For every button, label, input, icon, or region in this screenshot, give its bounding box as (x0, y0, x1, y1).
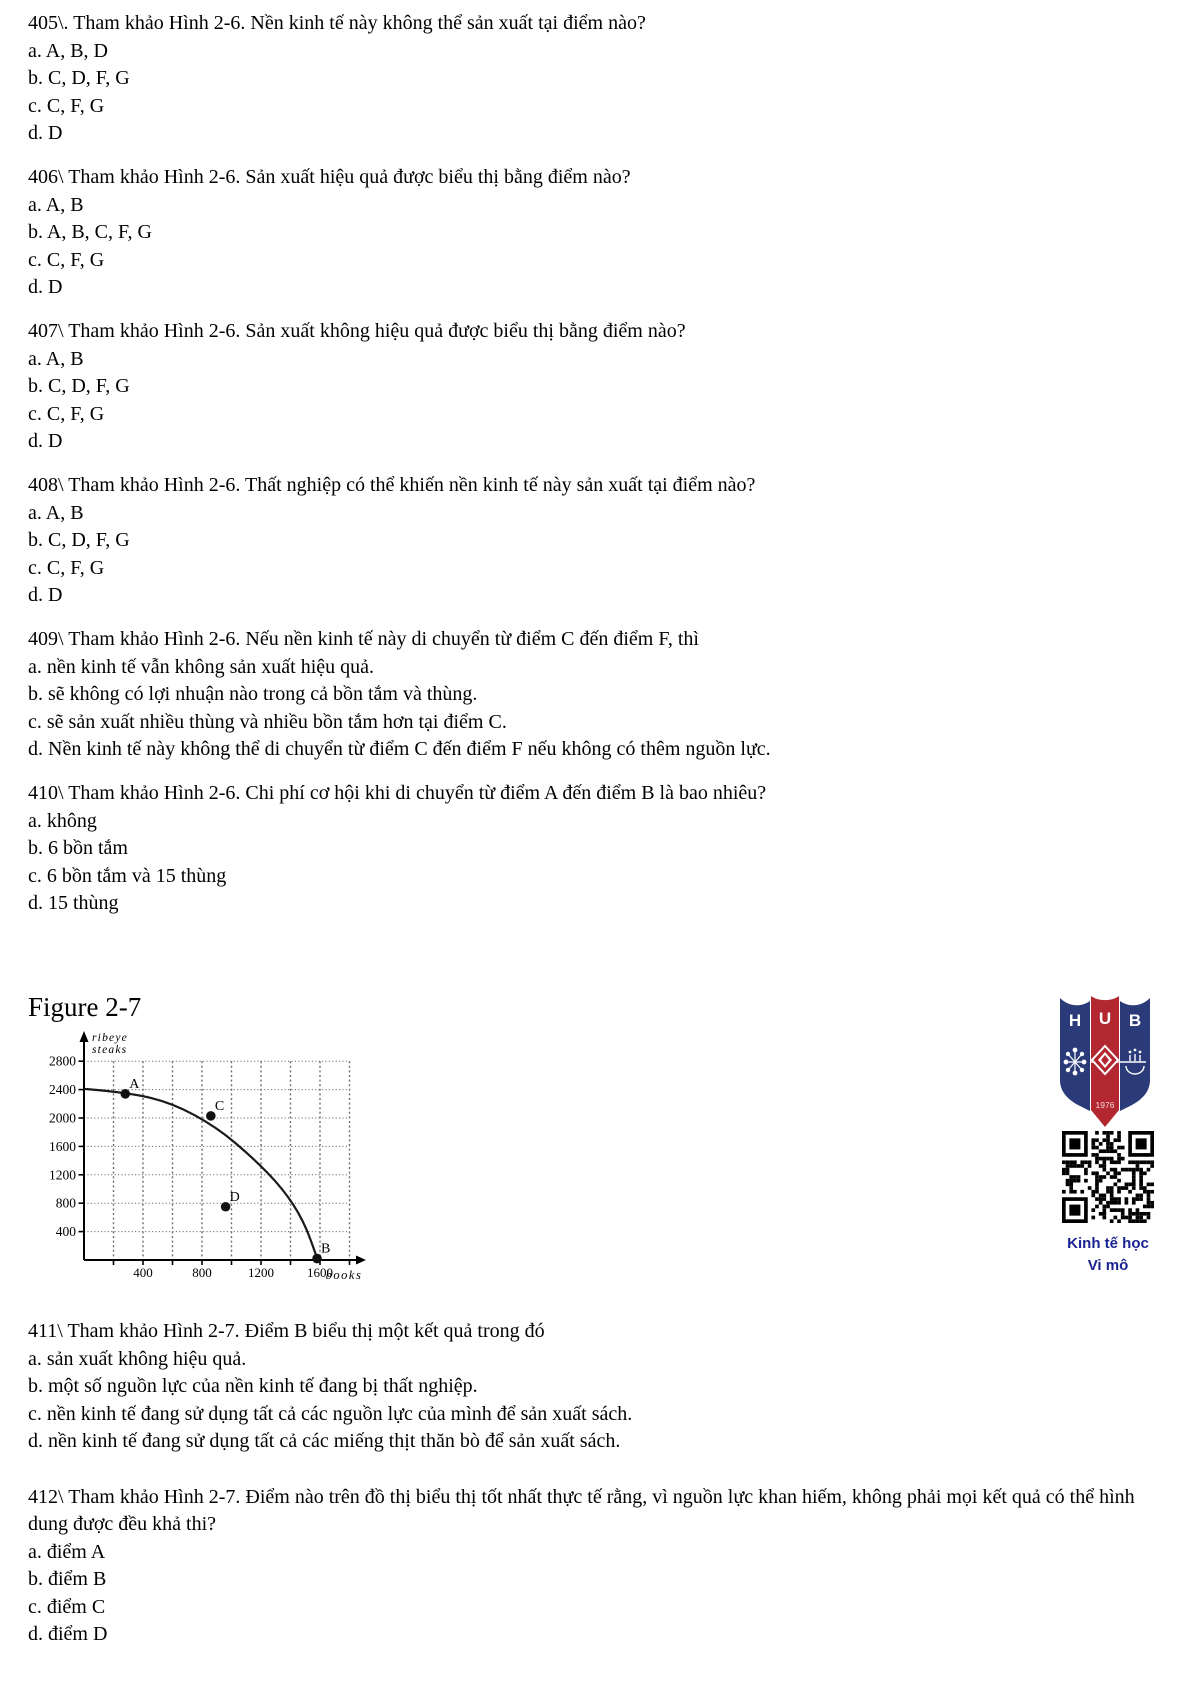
qr-module (1069, 1183, 1073, 1187)
question-406 (28, 164, 1168, 302)
qr-module (1066, 1171, 1070, 1175)
qr-module (1077, 1179, 1081, 1183)
question-option: d. D (28, 276, 63, 298)
qr-module (1062, 1190, 1066, 1194)
qr-module (1121, 1146, 1125, 1150)
qr-module (1128, 1183, 1132, 1187)
qr-module (1073, 1160, 1077, 1164)
qr-module (1139, 1186, 1143, 1190)
qr-module (1099, 1212, 1103, 1216)
question-option: d. nền kinh tế đang sử dụng tất cả các miếng thịt thăn bò để sản xuất sách. (28, 1430, 621, 1452)
qr-module (1095, 1146, 1099, 1150)
logo-year: 1976 (1095, 1100, 1115, 1110)
qr-module (1136, 1168, 1140, 1172)
question-option: a. điểm A (28, 1540, 106, 1563)
qr-module (1069, 1186, 1073, 1190)
qr-module (1073, 1179, 1077, 1183)
hub-logo (1058, 988, 1152, 1130)
qr-module (1106, 1205, 1110, 1209)
qr-module (1099, 1201, 1103, 1205)
qr-module (1128, 1212, 1132, 1216)
qr-module (1091, 1190, 1095, 1194)
qr-module (1128, 1208, 1132, 1212)
qr-module (1102, 1208, 1106, 1212)
qr-module (1091, 1153, 1095, 1157)
qr-module (1117, 1186, 1121, 1190)
qr-module (1106, 1138, 1110, 1142)
qr-module (1077, 1164, 1081, 1168)
qr-module (1143, 1205, 1147, 1209)
qr-module (1099, 1164, 1103, 1168)
question-option: a. không (28, 809, 97, 832)
qr-module (1099, 1149, 1103, 1153)
qr-module (1139, 1216, 1143, 1220)
qr-module (1110, 1160, 1114, 1164)
qr-module (1095, 1179, 1099, 1183)
question-text: 410\ Tham khảo Hình 2-6. Chi phí cơ hội khi di chuyển từ điểm A đến điểm B là bao nhiêu? (28, 782, 767, 804)
qr-module (1114, 1183, 1118, 1187)
qr-module (1080, 1164, 1084, 1168)
qr-module (1132, 1175, 1136, 1179)
x-axis-arrow (356, 1256, 366, 1265)
qr-module (1066, 1179, 1070, 1183)
qr-module (1110, 1201, 1114, 1205)
question-option: b. A, B, C, F, G (28, 221, 152, 243)
qr-module (1117, 1197, 1121, 1201)
y-tick-label: 400 (55, 1224, 76, 1240)
question-option: a. nền kinh tế vẫn không sản xuất hiệu quả. (28, 655, 375, 678)
qr-module (1132, 1219, 1136, 1223)
qr-module (1106, 1142, 1110, 1146)
qr-module (1091, 1146, 1095, 1150)
qr-module (1150, 1164, 1154, 1168)
qr-module (1095, 1183, 1099, 1187)
qr-module (1125, 1197, 1129, 1201)
qr-module (1110, 1197, 1114, 1201)
qr-module (1110, 1149, 1114, 1153)
qr-module (1106, 1157, 1110, 1161)
qr-module (1110, 1175, 1114, 1179)
qr-module (1114, 1201, 1118, 1205)
qr-module (1139, 1197, 1143, 1201)
qr-module (1147, 1160, 1151, 1164)
qr-module (1080, 1160, 1084, 1164)
question-text: 408\ Tham khảo Hình 2-6. Thất nghiệp có thể khiến nền kinh tế này sản xuất tại điểm nào? (28, 474, 756, 496)
question-option: b. C, D, F, G (28, 529, 130, 551)
qr-module (1084, 1160, 1088, 1164)
y-tick-label: 2800 (49, 1053, 76, 1069)
question-option: a. A, B (28, 347, 84, 370)
qr-module (1132, 1160, 1136, 1164)
qr-module (1099, 1197, 1103, 1201)
qr-module (1139, 1219, 1143, 1223)
qr-module (1077, 1175, 1081, 1179)
qr-module (1139, 1175, 1143, 1179)
qr-module (1117, 1219, 1121, 1223)
question-text: 412\ Tham khảo Hình 2-7. Điểm nào trên đồ thị biểu thị tốt nhất thực tế rằng, vì nguồn lực khan hiếm, không phải mọi kết quả có thể hình dung được đều khả thi? (28, 1485, 1135, 1535)
question-option: b. một số nguồn lực của nền kinh tế đang bị thất nghiệp. (28, 1375, 478, 1397)
qr-module (1114, 1149, 1118, 1153)
question-option: c. C, F, G (28, 248, 105, 271)
qr-module (1147, 1216, 1151, 1220)
question-option: c. C, F, G (28, 556, 105, 579)
qr-module (1110, 1208, 1114, 1212)
question-409 (28, 626, 1168, 764)
question-option: b. sẽ không có lợi nhuận nào trong cả bồn tắm và thùng. (28, 683, 478, 705)
qr-module (1136, 1138, 1147, 1149)
qr-module (1102, 1216, 1106, 1220)
qr-module (1066, 1183, 1070, 1187)
qr-module (1069, 1190, 1073, 1194)
qr-module (1095, 1205, 1099, 1209)
question-option: c. 6 bồn tắm và 15 thùng (28, 864, 227, 887)
qr-module (1147, 1194, 1151, 1198)
qr-module (1106, 1131, 1110, 1135)
qr-module (1062, 1160, 1066, 1164)
qr-module (1150, 1201, 1154, 1205)
qr-module (1117, 1135, 1121, 1139)
qr-module (1114, 1168, 1118, 1172)
question-option: a. A, B, D (28, 39, 108, 62)
qr-module (1102, 1131, 1106, 1135)
qr-module (1147, 1190, 1151, 1194)
data-point-label: A (129, 1076, 140, 1092)
question-412 (28, 1484, 1168, 1649)
qr-module (1117, 1179, 1121, 1183)
qr-module (1121, 1186, 1125, 1190)
qr-module (1139, 1183, 1143, 1187)
qr-module (1136, 1197, 1140, 1201)
qr-module (1095, 1153, 1099, 1157)
figure-title: Figure 2-7 (28, 992, 142, 1022)
logo-network-icon (1064, 1048, 1086, 1075)
question-411 (28, 1318, 1168, 1456)
qr-module (1102, 1194, 1106, 1198)
qr-module (1095, 1197, 1099, 1201)
qr-module (1091, 1208, 1095, 1212)
qr-module (1073, 1175, 1077, 1179)
qr-module (1095, 1190, 1099, 1194)
qr-module (1114, 1160, 1118, 1164)
qr-module (1125, 1183, 1129, 1187)
qr-module (1088, 1186, 1092, 1190)
qr-module (1102, 1175, 1106, 1179)
qr-module (1117, 1153, 1121, 1157)
qr-module (1095, 1186, 1099, 1190)
y-axis-title: ribeye steaks (92, 1032, 128, 1056)
qr-module (1117, 1208, 1121, 1212)
qr-caption-line1: Kinh tế học (1067, 1235, 1149, 1252)
qr-module (1132, 1168, 1136, 1172)
question-option: b. C, D, F, G (28, 375, 130, 397)
question-option: b. điểm B (28, 1568, 107, 1590)
question-text: 407\ Tham khảo Hình 2-6. Sản xuất không hiệu quả được biểu thị bằng điểm nào? (28, 320, 686, 342)
qr-module (1147, 1168, 1151, 1172)
qr-module (1143, 1212, 1147, 1216)
qr-module (1066, 1160, 1070, 1164)
y-axis-arrow (80, 1031, 89, 1042)
qr-module (1125, 1186, 1129, 1190)
qr-module (1110, 1142, 1114, 1146)
qr-module (1114, 1216, 1118, 1220)
qr-module (1095, 1138, 1099, 1142)
qr-module (1095, 1131, 1099, 1135)
qr-module (1069, 1164, 1073, 1168)
logo-letter-h: H (1068, 1011, 1082, 1030)
qr-module (1091, 1142, 1095, 1146)
qr-module (1136, 1219, 1140, 1223)
qr-module (1114, 1171, 1118, 1175)
qr-module (1102, 1164, 1106, 1168)
qr-module (1117, 1131, 1121, 1135)
ppf-curve (84, 1089, 317, 1258)
qr-module (1121, 1212, 1125, 1216)
y-tick-label: 2400 (49, 1082, 76, 1098)
qr-module (1139, 1212, 1143, 1216)
qr-module (1102, 1157, 1106, 1161)
qr-module (1099, 1175, 1103, 1179)
qr-module (1136, 1194, 1140, 1198)
qr-module (1117, 1171, 1121, 1175)
qr-module (1091, 1171, 1095, 1175)
qr-module (1110, 1219, 1114, 1223)
qr-module (1069, 1179, 1073, 1183)
qr-module (1132, 1179, 1136, 1183)
question-option: a. A, B (28, 501, 84, 524)
x-tick-label: 400 (133, 1265, 153, 1280)
qr-module (1069, 1160, 1073, 1164)
qr-module (1128, 1190, 1132, 1194)
y-tick-label: 1200 (49, 1167, 76, 1183)
qr-module (1150, 1190, 1154, 1194)
qr-module (1143, 1219, 1147, 1223)
qr-module (1102, 1212, 1106, 1216)
qr-module (1095, 1175, 1099, 1179)
qr-module (1143, 1190, 1147, 1194)
question-option: a. A, B (28, 193, 84, 216)
qr-module (1062, 1168, 1066, 1172)
question-option: a. sản xuất không hiệu quả. (28, 1347, 247, 1370)
qr-module (1088, 1164, 1092, 1168)
qr-module (1102, 1149, 1106, 1153)
qr-module (1088, 1160, 1092, 1164)
question-option: d. D (28, 430, 63, 452)
qr-module (1125, 1201, 1129, 1205)
qr-module (1125, 1168, 1129, 1172)
qr-module (1136, 1160, 1140, 1164)
data-point-label: C (214, 1098, 225, 1114)
qr-module (1110, 1157, 1114, 1161)
question-405 (28, 10, 1168, 148)
questions-bottom-section (28, 1318, 1168, 1665)
question-text: 405\. Tham khảo Hình 2-6. Nền kinh tế này không thể sản xuất tại điểm nào? (28, 12, 646, 34)
question-option: d. 15 thùng (28, 892, 119, 914)
qr-module (1084, 1168, 1088, 1172)
qr-module (1066, 1164, 1070, 1168)
qr-module (1102, 1205, 1106, 1209)
qr-module (1099, 1142, 1103, 1146)
qr-module (1102, 1168, 1106, 1172)
qr-module (1136, 1212, 1140, 1216)
qr-module (1102, 1138, 1106, 1142)
question-410 (28, 780, 1168, 918)
x-axis-title: books (325, 1268, 363, 1282)
question-option: b. C, D, F, G (28, 67, 130, 89)
qr-module (1106, 1171, 1110, 1175)
qr-module (1106, 1186, 1110, 1190)
qr-module (1136, 1216, 1140, 1220)
y-tick-label: 2000 (49, 1110, 76, 1126)
qr-module (1069, 1205, 1080, 1216)
question-option: d. điểm D (28, 1623, 108, 1645)
qr-module (1110, 1131, 1114, 1135)
qr-module (1091, 1216, 1095, 1220)
data-point-label: D (229, 1189, 240, 1205)
qr-module (1143, 1160, 1147, 1164)
qr-module (1073, 1190, 1077, 1194)
qr-module (1117, 1160, 1121, 1164)
qr-module (1069, 1138, 1080, 1149)
qr-module (1121, 1216, 1125, 1220)
question-407 (28, 318, 1168, 456)
qr-module (1121, 1208, 1125, 1212)
qr-module (1095, 1160, 1099, 1164)
qr-module (1110, 1190, 1114, 1194)
qr-module (1128, 1160, 1132, 1164)
qr-module (1132, 1201, 1136, 1205)
qr-module (1136, 1208, 1140, 1212)
qr-module (1132, 1186, 1136, 1190)
qr-module (1147, 1197, 1151, 1201)
qr-module (1150, 1205, 1154, 1209)
y-tick-label: 1600 (49, 1138, 76, 1154)
qr-module (1147, 1212, 1151, 1216)
qr-module (1147, 1183, 1151, 1187)
qr-module (1139, 1194, 1143, 1198)
qr-module (1110, 1146, 1114, 1150)
qr-module (1132, 1212, 1136, 1216)
logo-letter-b: B (1128, 1011, 1142, 1030)
questions-top-section (28, 10, 1168, 934)
x-tick-label: 1200 (248, 1265, 274, 1280)
question-option: c. điểm C (28, 1595, 106, 1618)
qr-module (1069, 1175, 1073, 1179)
qr-module (1110, 1168, 1114, 1172)
qr-code (1062, 1131, 1154, 1223)
qr-module (1128, 1216, 1132, 1220)
qr-caption (1018, 1233, 1190, 1277)
qr-module (1095, 1171, 1099, 1175)
qr-module (1084, 1171, 1088, 1175)
qr-module (1136, 1164, 1140, 1168)
qr-module (1066, 1168, 1070, 1172)
qr-module (1125, 1216, 1129, 1220)
qr-module (1132, 1197, 1136, 1201)
qr-module (1091, 1194, 1095, 1198)
qr-module (1099, 1179, 1103, 1183)
qr-module (1117, 1190, 1121, 1194)
qr-module (1073, 1164, 1077, 1168)
qr-module (1150, 1160, 1154, 1164)
question-option: d. D (28, 584, 63, 606)
qr-module (1128, 1219, 1132, 1223)
qr-module (1106, 1201, 1110, 1205)
qr-module (1106, 1146, 1110, 1150)
qr-module (1139, 1179, 1143, 1183)
qr-module (1121, 1157, 1125, 1161)
qr-module (1099, 1157, 1103, 1161)
question-text: 409\ Tham khảo Hình 2-6. Nếu nền kinh tế này di chuyển từ điểm C đến điểm F, thì (28, 628, 699, 650)
question-option: d. Nền kinh tế này không thể di chuyển từ điểm C đến điểm F nếu không có thêm nguồn lực. (28, 738, 771, 760)
qr-module (1084, 1179, 1088, 1183)
question-option: c. C, F, G (28, 94, 105, 117)
qr-module (1114, 1138, 1118, 1142)
qr-module (1114, 1197, 1118, 1201)
qr-module (1102, 1160, 1106, 1164)
x-tick-label: 800 (192, 1265, 212, 1280)
qr-module (1117, 1138, 1121, 1142)
question-option: d. D (28, 122, 63, 144)
question-option: c. C, F, G (28, 402, 105, 425)
qr-module (1147, 1205, 1151, 1209)
qr-module (1132, 1183, 1136, 1187)
qr-module (1117, 1201, 1121, 1205)
x-tick-label: 1600 (307, 1265, 333, 1280)
qr-module (1080, 1190, 1084, 1194)
qr-caption-line2: Vi mô (1087, 1257, 1129, 1274)
question-408 (28, 472, 1168, 610)
question-text: 411\ Tham khảo Hình 2-7. Điểm B biểu thị một kết quả trong đó (28, 1320, 545, 1342)
qr-module (1110, 1186, 1114, 1190)
qr-module (1062, 1171, 1066, 1175)
qr-module (1150, 1183, 1154, 1187)
question-text: 406\ Tham khảo Hình 2-6. Sản xuất hiệu quả được biểu thị bằng điểm nào? (28, 166, 631, 188)
qr-module (1143, 1186, 1147, 1190)
logo-letter-u: U (1098, 1009, 1112, 1028)
data-point-label: B (321, 1241, 331, 1257)
qr-module (1114, 1175, 1118, 1179)
qr-module (1106, 1149, 1110, 1153)
qr-module (1102, 1197, 1106, 1201)
qr-module (1147, 1201, 1151, 1205)
qr-module (1114, 1208, 1118, 1212)
question-option: b. 6 bồn tắm (28, 837, 128, 859)
qr-module (1099, 1194, 1103, 1198)
qr-module (1117, 1146, 1121, 1150)
qr-module (1121, 1168, 1125, 1172)
question-option: c. sẽ sản xuất nhiều thùng và nhiều bồn tắm hơn tại điểm C. (28, 710, 507, 733)
qr-module (1132, 1171, 1136, 1175)
question-option: c. nền kinh tế đang sử dụng tất cả các nguồn lực của mình để sản xuất sách. (28, 1402, 633, 1425)
qr-module (1110, 1194, 1114, 1198)
qr-module (1095, 1157, 1099, 1161)
qr-module (1117, 1157, 1121, 1161)
qr-module (1128, 1168, 1132, 1172)
qr-module (1139, 1171, 1143, 1175)
qr-module (1139, 1160, 1143, 1164)
y-tick-label: 800 (55, 1195, 76, 1211)
qr-module (1091, 1138, 1095, 1142)
qr-module (1139, 1168, 1143, 1172)
qr-module (1106, 1135, 1110, 1139)
qr-module (1143, 1171, 1147, 1175)
figure-chart (20, 1028, 370, 1300)
qr-module (1106, 1190, 1110, 1194)
